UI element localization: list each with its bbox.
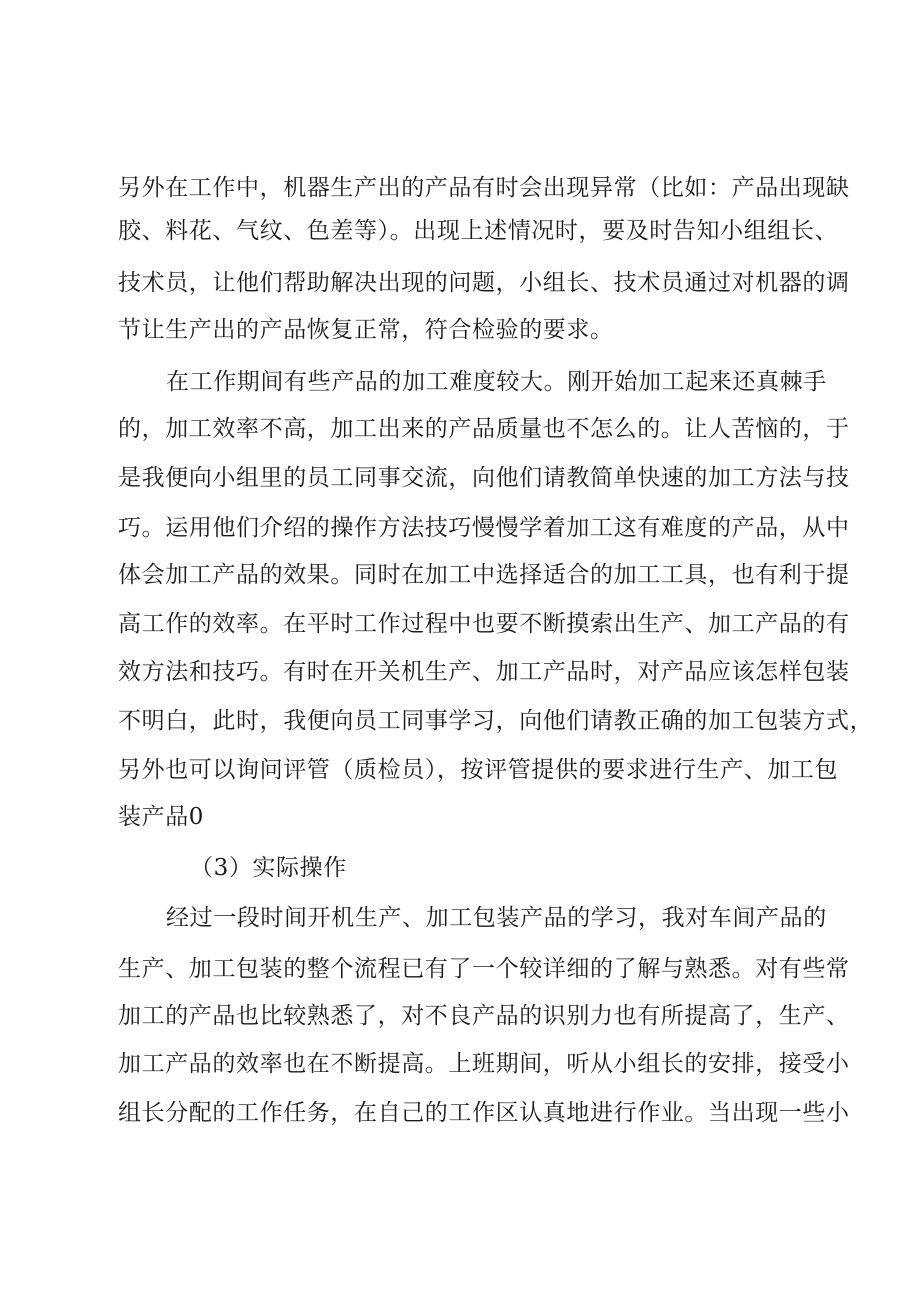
paragraph-1-line-2: 胶、料花、气纹、色差等）。出现上述情况时，要及时告知小组组长、 — [118, 218, 839, 244]
paragraph-2-line-10: 装产品0 — [118, 804, 205, 830]
paragraph-2-line-5: 体会加工产品的效果。同时在加工中选择适合的加工工具，也有利于提 — [118, 562, 850, 588]
paragraph-3-line-1: 经过一段时间开机生产、加工包装产品的学习，我对车间产品的 — [166, 905, 827, 931]
paragraph-3-line-4: 加工产品的效率也在不断提高。上班期间，听从小组长的安排，接受小 — [118, 1051, 850, 1077]
paragraph-3-line-5: 组长分配的工作任务，在自己的工作区认真地进行作业。当出现一些小 — [118, 1100, 850, 1126]
paragraph-2-line-6: 高工作的效率。在平时工作过程中也要不断摸索出生产、加工产品的有 — [118, 611, 850, 637]
paragraph-3-line-3: 加工的产品也比较熟悉了，对不良产品的识别力也有所提高了，生产、 — [118, 1003, 850, 1029]
paragraph-2-line-3: 是我便向小组里的员工同事交流，向他们请教简单快速的加工方法与技 — [118, 465, 850, 491]
paragraph-1-line-4: 节让生产出的产品恢复正常，符合检验的要求。 — [118, 317, 614, 343]
section-heading: （3）实际操作 — [190, 855, 347, 881]
paragraph-2-line-1: 在工作期间有些产品的加工难度较大。刚开始加工起来还真棘手 — [166, 369, 827, 395]
paragraph-2-line-7: 效方法和技巧。有时在开关机生产、加工产品时，对产品应该怎样包装 — [118, 659, 850, 685]
paragraph-3-line-2: 生产、加工包装的整个流程已有了一个较详细的了解与熟悉。对有些常 — [118, 956, 850, 982]
paragraph-1-line-3: 技术员，让他们帮助解决出现的问题，小组长、技术员通过对机器的调 — [118, 270, 850, 296]
paragraph-2-line-8: 不明白，此时，我便向员工同事学习，向他们请教正确的加工包装方式， — [118, 708, 874, 734]
paragraph-1-line-1: 另外在工作中，机器生产出的产品有时会出现异常（比如：产品出现缺 — [118, 175, 850, 201]
paragraph-2-line-4: 巧。运用他们介绍的操作方法技巧慢慢学着加工这有难度的产品，从中 — [118, 515, 850, 541]
paragraph-2-line-2: 的，加工效率不高，加工出来的产品质量也不怎么的。让人苦恼的，于 — [118, 416, 850, 442]
paragraph-2-line-9: 另外也可以询问评管（质检员），按评管提供的要求进行生产、加工包 — [118, 757, 839, 783]
